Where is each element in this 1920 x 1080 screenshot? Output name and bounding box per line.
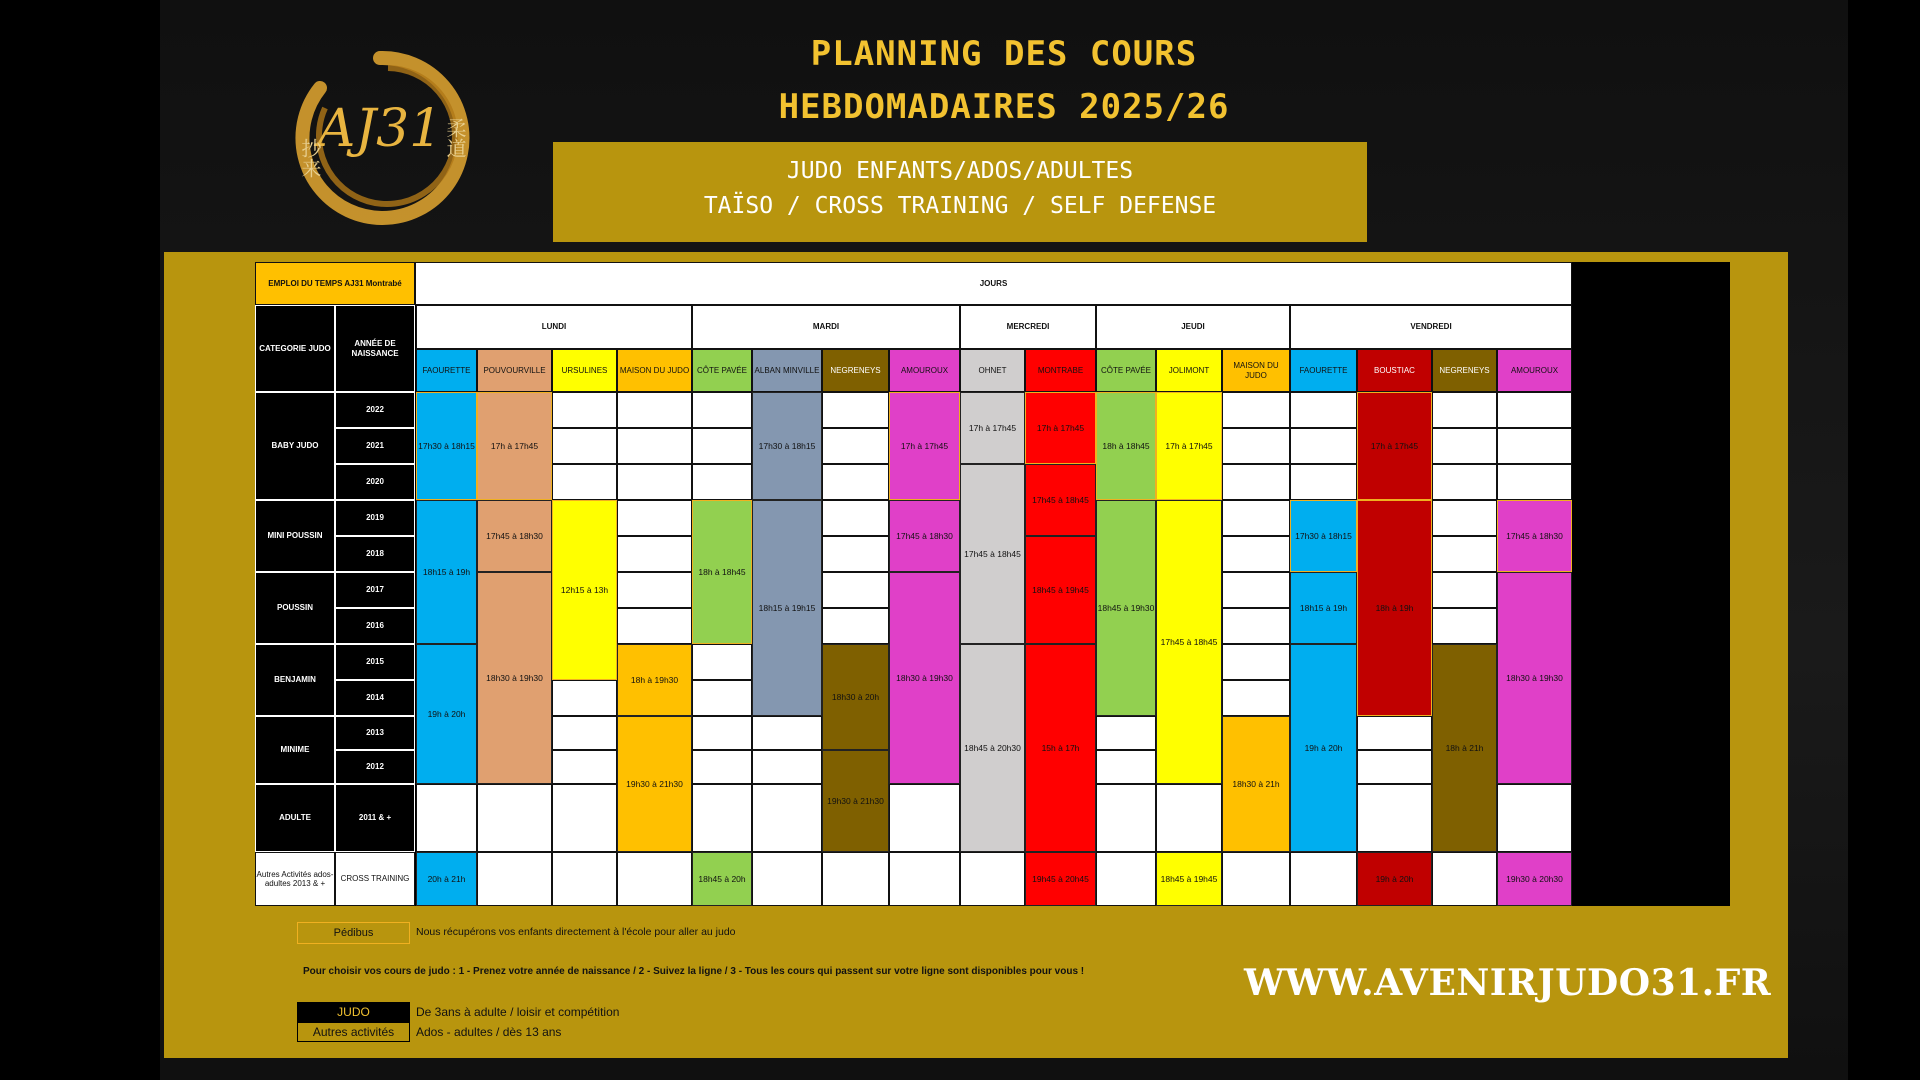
legend-judo-text: De 3ans à adulte / loisir et compétition [416, 1005, 620, 1019]
birth-year: 2022 [335, 392, 415, 428]
birth-year: 2014 [335, 680, 415, 716]
course-slot: 18h45 à 19h45 [1156, 852, 1222, 906]
other-activity-label: CROSS TRAINING [335, 852, 415, 906]
svg-text:抄来: 抄来 [298, 138, 322, 178]
legend-autres-text: Ados - adultes / dès 13 ans [416, 1025, 562, 1039]
empty-cell [889, 852, 960, 906]
venue-header: FAOURETTE [1290, 349, 1357, 392]
empty-cell [1432, 852, 1497, 906]
venue-header: NEGRENEYS [822, 349, 889, 392]
empty-cell [822, 428, 889, 464]
empty-cell [1290, 428, 1357, 464]
course-slot: 18h à 19h [1357, 500, 1432, 716]
empty-cell [617, 536, 692, 572]
title-line-1: PLANNING DES COURS [810, 34, 1198, 74]
course-slot: 17h30 à 18h15 [1290, 500, 1357, 572]
empty-cell [1290, 392, 1357, 428]
empty-cell [1222, 852, 1290, 906]
empty-cell [1222, 428, 1290, 464]
venue-header: POUVOURVILLE [477, 349, 552, 392]
course-slot: 17h45 à 18h45 [1025, 464, 1096, 536]
course-slot: 17h45 à 18h30 [889, 500, 960, 572]
venue-header: AMOUROUX [1497, 349, 1572, 392]
course-slot: 17h30 à 18h15 [416, 392, 477, 500]
day-header: JEUDI [1096, 305, 1290, 349]
empty-cell [1096, 852, 1156, 906]
empty-cell [960, 852, 1025, 906]
empty-cell [1096, 784, 1156, 852]
svg-text:柔道: 柔道 [443, 118, 467, 158]
empty-cell [416, 784, 477, 852]
category-label: MINIME [255, 716, 335, 784]
table-corner-label: EMPLOI DU TEMPS AJ31 Montrabé [255, 262, 415, 305]
birth-year: 2021 [335, 428, 415, 464]
course-slot: 17h à 17h45 [1156, 392, 1222, 500]
empty-cell [1357, 716, 1432, 750]
schedule-panel [164, 252, 1788, 1058]
venue-header: JOLIMONT [1156, 349, 1222, 392]
empty-cell [1432, 572, 1497, 608]
venue-header: OHNET [960, 349, 1025, 392]
empty-cell [692, 716, 752, 750]
legend-judo: JUDO [297, 1002, 410, 1022]
course-slot: 17h45 à 18h45 [960, 464, 1025, 644]
empty-cell [752, 784, 822, 852]
empty-cell [552, 750, 617, 784]
course-slot: 18h à 18h45 [1096, 392, 1156, 500]
empty-cell [617, 428, 692, 464]
course-slot: 19h30 à 21h30 [822, 750, 889, 852]
course-slot: 19h30 à 20h30 [1497, 852, 1572, 906]
birth-year: 2018 [335, 536, 415, 572]
course-slot: 17h30 à 18h15 [752, 392, 822, 500]
venue-header: MAISON DU JUDO [617, 349, 692, 392]
birth-year: 2011 & + [335, 784, 415, 852]
website-url[interactable]: WWW.AVENIRJUDO31.FR [1244, 962, 1772, 1004]
course-slot: 17h à 17h45 [889, 392, 960, 500]
venue-header: BOUSTIAC [1357, 349, 1432, 392]
course-slot: 18h à 21h [1432, 644, 1497, 852]
empty-cell [822, 392, 889, 428]
course-slot: 18h30 à 19h30 [477, 572, 552, 784]
empty-cell [1357, 750, 1432, 784]
birth-year: 2013 [335, 716, 415, 750]
other-category-label: Autres Activités ados-adultes 2013 & + [255, 852, 335, 906]
course-slot: 17h à 17h45 [1025, 392, 1096, 464]
banner-line-1: JUDO ENFANTS/ADOS/ADULTES [786, 158, 1134, 184]
empty-cell [1222, 536, 1290, 572]
empty-cell [617, 572, 692, 608]
legend-autres: Autres activités [297, 1022, 410, 1042]
empty-cell [692, 784, 752, 852]
subtitle-banner [553, 142, 1367, 242]
empty-cell [692, 464, 752, 500]
empty-cell [477, 852, 552, 906]
empty-cell [692, 644, 752, 680]
empty-cell [552, 716, 617, 750]
course-slot: 18h45 à 19h30 [1096, 500, 1156, 716]
empty-cell [552, 852, 617, 906]
empty-cell [1222, 644, 1290, 680]
day-header: MERCREDI [960, 305, 1096, 349]
empty-cell [1222, 392, 1290, 428]
course-slot: 18h45 à 19h45 [1025, 536, 1096, 644]
empty-cell [1432, 608, 1497, 644]
course-slot: 18h30 à 20h [822, 644, 889, 750]
course-slot: 19h à 20h [1290, 644, 1357, 852]
instructions-text: Pour choisir vos cours de judo : 1 - Prenez votre année de naissance / 2 - Suivez la ligne / 3 - Tous les cours qui passent sur votre ligne sont disponibles pour vous ! [303, 966, 1085, 977]
course-slot: 18h15 à 19h [416, 500, 477, 644]
course-slot: 18h45 à 20h30 [960, 644, 1025, 852]
empty-cell [1096, 750, 1156, 784]
empty-cell [1222, 608, 1290, 644]
empty-cell [617, 500, 692, 536]
empty-cell [1222, 572, 1290, 608]
empty-cell [1290, 852, 1357, 906]
category-label: ADULTE [255, 784, 335, 852]
empty-cell [1290, 464, 1357, 500]
poster [160, 0, 1848, 1080]
birth-year: 2020 [335, 464, 415, 500]
course-slot: 18h45 à 20h [692, 852, 752, 906]
course-slot: 17h à 17h45 [477, 392, 552, 500]
course-slot: 19h à 20h [1357, 852, 1432, 906]
empty-cell [617, 464, 692, 500]
empty-cell [822, 852, 889, 906]
course-slot: 18h15 à 19h15 [752, 500, 822, 716]
empty-cell [752, 716, 822, 750]
course-slot: 18h à 18h45 [692, 500, 752, 644]
jours-header: JOURS [415, 262, 1572, 305]
course-slot: 19h45 à 20h45 [1025, 852, 1096, 906]
empty-cell [692, 428, 752, 464]
pedibus-text: Nous récupérons vos enfants directement à l'école pour aller au judo [416, 926, 736, 938]
empty-cell [552, 428, 617, 464]
annee-header: ANNÉE DE NAISSANCE [335, 305, 415, 392]
empty-cell [1357, 784, 1432, 852]
empty-cell [552, 784, 617, 852]
empty-cell [617, 852, 692, 906]
empty-cell [1497, 392, 1572, 428]
category-label: POUSSIN [255, 572, 335, 644]
empty-cell [692, 750, 752, 784]
empty-cell [1222, 464, 1290, 500]
empty-cell [1432, 500, 1497, 536]
course-slot: 19h à 20h [416, 644, 477, 784]
venue-header: URSULINES [552, 349, 617, 392]
logo-text: AJ31 [317, 99, 443, 159]
venue-header: ALBAN MINVILLE [752, 349, 822, 392]
empty-cell [822, 572, 889, 608]
venue-header: MONTRABE [1025, 349, 1096, 392]
venue-header: AMOUROUX [889, 349, 960, 392]
course-slot: 15h à 17h [1025, 644, 1096, 852]
empty-cell [692, 680, 752, 716]
course-slot: 17h45 à 18h30 [1497, 500, 1572, 572]
empty-cell [1432, 428, 1497, 464]
course-slot: 18h à 19h30 [617, 644, 692, 716]
day-header: MARDI [692, 305, 960, 349]
empty-cell [1497, 428, 1572, 464]
birth-year: 2012 [335, 750, 415, 784]
course-slot: 19h30 à 21h30 [617, 716, 692, 852]
empty-cell [822, 536, 889, 572]
title-line-2: HEBDOMADAIRES 2025/26 [778, 87, 1230, 127]
schedule-table [255, 262, 1730, 906]
category-label: BENJAMIN [255, 644, 335, 716]
venue-header: FAOURETTE [416, 349, 477, 392]
category-label: BABY JUDO [255, 392, 335, 500]
empty-cell [1432, 392, 1497, 428]
course-slot: 18h30 à 19h30 [889, 572, 960, 784]
empty-cell [1222, 500, 1290, 536]
venue-header: CÔTE PAVÉE [692, 349, 752, 392]
birth-year: 2017 [335, 572, 415, 608]
empty-cell [1222, 680, 1290, 716]
course-slot: 12h15 à 13h [552, 500, 617, 680]
empty-cell [617, 608, 692, 644]
empty-cell [1096, 716, 1156, 750]
birth-year: 2019 [335, 500, 415, 536]
course-slot: 20h à 21h [416, 852, 477, 906]
venue-header: NEGRENEYS [1432, 349, 1497, 392]
empty-cell [822, 608, 889, 644]
empty-cell [552, 392, 617, 428]
empty-cell [1497, 464, 1572, 500]
day-header: VENDREDI [1290, 305, 1572, 349]
empty-cell [617, 392, 692, 428]
empty-cell [692, 392, 752, 428]
course-slot: 18h15 à 19h [1290, 572, 1357, 644]
empty-cell [552, 680, 617, 716]
categorie-header: CATEGORIE JUDO [255, 305, 335, 392]
birth-year: 2015 [335, 644, 415, 680]
empty-cell [752, 750, 822, 784]
empty-cell [1156, 784, 1222, 852]
empty-cell [1432, 464, 1497, 500]
banner-line-2: TAÏSO / CROSS TRAINING / SELF DEFENSE [703, 193, 1217, 219]
empty-cell [752, 852, 822, 906]
venue-header: MAISON DU JUDO [1222, 349, 1290, 392]
course-slot: 18h30 à 19h30 [1497, 572, 1572, 784]
empty-cell [1432, 536, 1497, 572]
birth-year: 2016 [335, 608, 415, 644]
empty-cell [552, 464, 617, 500]
day-header: LUNDI [416, 305, 692, 349]
empty-cell [889, 784, 960, 852]
course-slot: 18h30 à 21h [1222, 716, 1290, 852]
course-slot: 17h45 à 18h30 [477, 500, 552, 572]
course-slot: 17h à 17h45 [1357, 392, 1432, 500]
course-slot: 17h45 à 18h45 [1156, 500, 1222, 784]
empty-cell [477, 784, 552, 852]
empty-cell [1497, 784, 1572, 852]
pedibus-legend: Pédibus [297, 922, 410, 944]
empty-cell [822, 500, 889, 536]
empty-cell [822, 464, 889, 500]
course-slot: 17h à 17h45 [960, 392, 1025, 464]
category-label: MINI POUSSIN [255, 500, 335, 572]
venue-header: CÔTE PAVÉE [1096, 349, 1156, 392]
